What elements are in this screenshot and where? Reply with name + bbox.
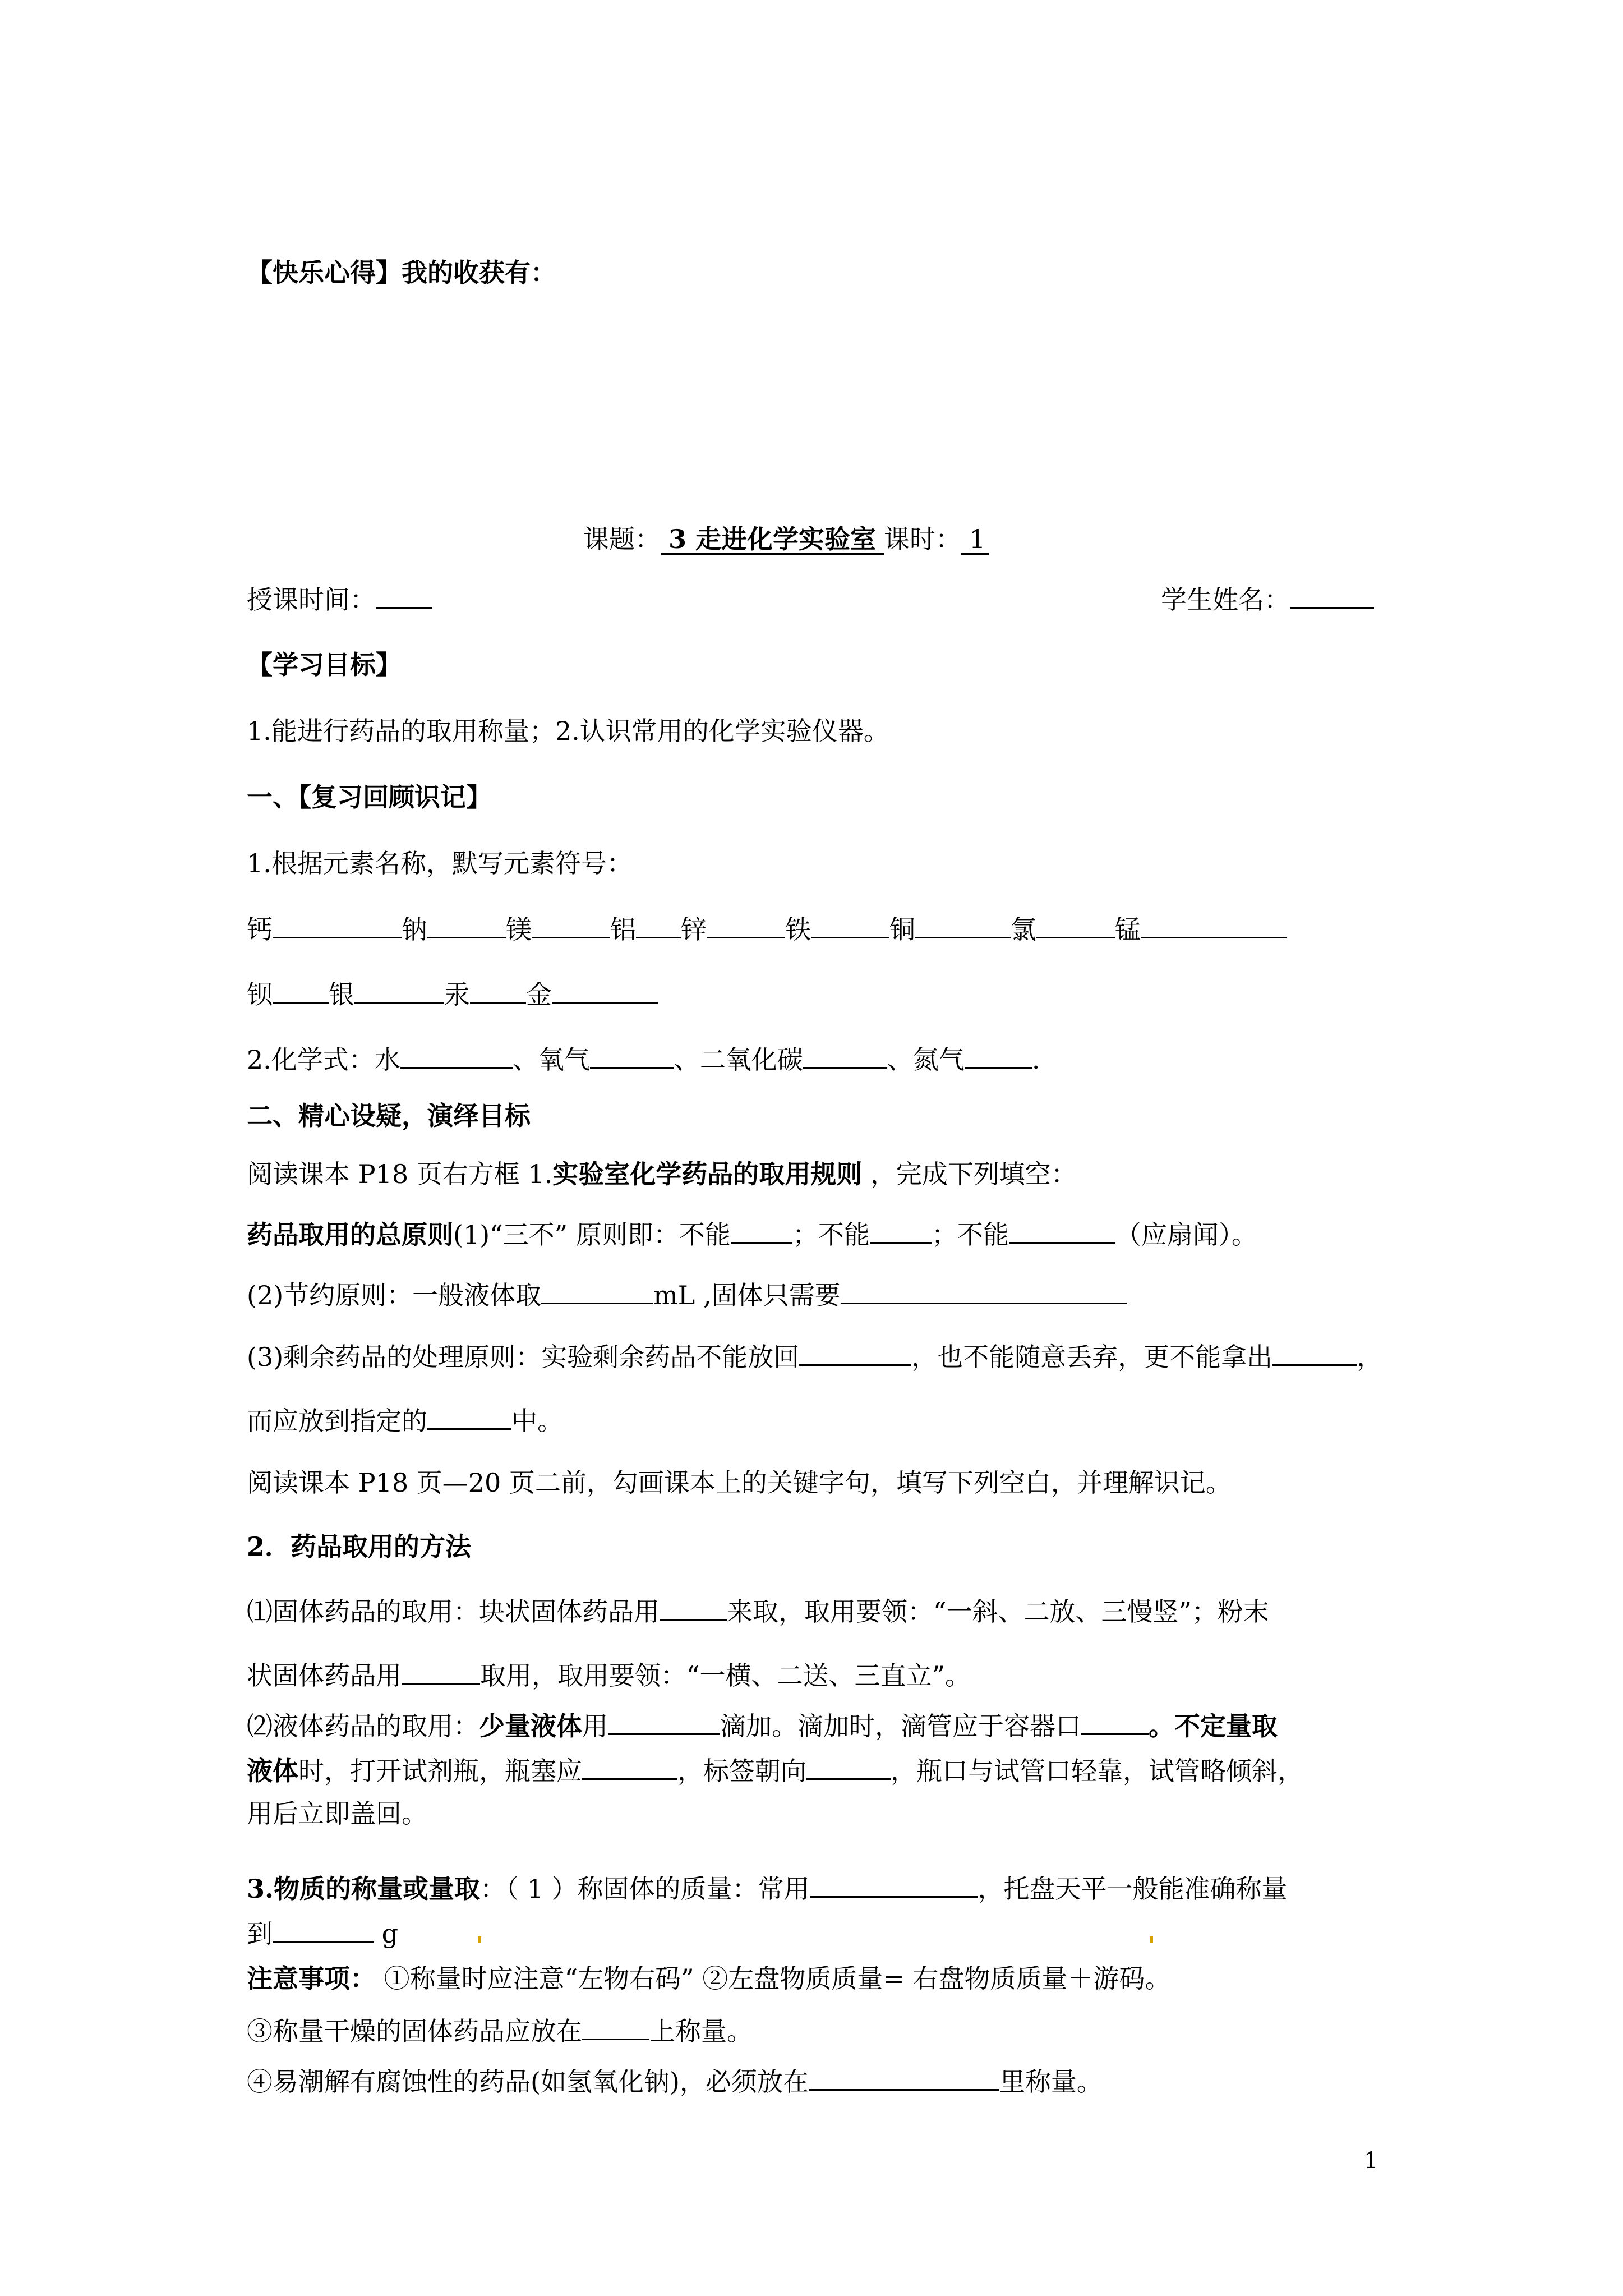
read1-c: ，完成下列填空： — [862, 1159, 1077, 1189]
title-prefix: 课题： — [583, 524, 661, 554]
q2-nitrogen: 、氮气 — [887, 1045, 965, 1075]
title-value: 3 走进化学实验室 — [661, 526, 884, 555]
blank — [400, 1045, 513, 1069]
objective-header: 【学习目标】 — [247, 650, 402, 680]
rule1-a: 药品取用的总原则 — [247, 1220, 453, 1250]
review-header: 一、【复习回顾识记】 — [247, 782, 492, 812]
rule3-d: 而应放到指定的 — [247, 1406, 427, 1436]
q2-co2: 、二氧化碳 — [674, 1045, 803, 1075]
q2-oxygen: 、氧气 — [512, 1045, 590, 1075]
weigh-d: 到 — [247, 1918, 273, 1949]
element-ag: 银 — [329, 979, 354, 1010]
element-ba: 钡 — [247, 979, 273, 1010]
liquid-retrieval-line-3: 用后立即盖回。 — [247, 1798, 427, 1829]
read-instruction-1 — [247, 1161, 1077, 1187]
blank — [582, 1756, 677, 1780]
element-fe: 铁 — [785, 914, 811, 945]
solid-d: 取用，取用要领：“一横、二送、三直立”。 — [480, 1660, 971, 1691]
blank — [608, 1711, 720, 1735]
objective-text: 1.能进行药品的取用称量；2.认识常用的化学实验仪器。 — [247, 716, 889, 746]
blank — [1009, 1220, 1115, 1244]
time-blank — [376, 585, 432, 609]
rule-3-continued — [247, 1406, 563, 1434]
notes-line-3 — [247, 2067, 1103, 2095]
lesson-title — [583, 526, 989, 555]
blank — [636, 914, 681, 938]
notes-a: 注意事项： — [247, 1963, 376, 1994]
time-label: 授课时间： — [247, 585, 376, 615]
rule3-b: ，也不能随意丢弃，更不能拿出 — [911, 1342, 1273, 1372]
blank — [731, 1220, 792, 1244]
elements-row-1 — [247, 914, 1287, 945]
rule1-c: ；不能 — [792, 1220, 870, 1250]
blank — [803, 1045, 887, 1069]
hours-value: 1 — [961, 526, 989, 555]
weigh-b: ：（ 1 ）称固体的质量：常用 — [480, 1874, 810, 1904]
blank — [1036, 914, 1115, 938]
blank — [427, 1406, 511, 1430]
rule3-a: (3)剩余药品的处理原则：实验剩余药品不能放回 — [247, 1342, 800, 1372]
blank — [799, 1342, 911, 1366]
blank — [707, 914, 785, 938]
blank — [582, 2016, 649, 2040]
blank — [841, 1280, 1127, 1304]
liquid-b: 少量液体 — [479, 1711, 582, 1741]
rule-1 — [247, 1220, 1257, 1248]
decorative-dot — [478, 1936, 481, 1943]
read1-a: 阅读课本 P18 页右方框 1. — [247, 1159, 553, 1189]
blank — [870, 1220, 932, 1244]
question-2 — [247, 1045, 1040, 1073]
element-mg: 镁 — [506, 914, 532, 945]
weigh-e: g — [374, 1918, 399, 1949]
blank — [273, 1918, 374, 1943]
blank — [402, 1660, 480, 1685]
blank — [470, 979, 526, 1004]
weigh-line-continued — [247, 1918, 398, 1947]
liquid-d: 滴加。滴加时，滴管应于容器口 — [720, 1711, 1081, 1741]
blank — [590, 1045, 674, 1069]
blank — [1141, 914, 1287, 938]
solid-retrieval-continued — [247, 1660, 971, 1691]
notes-f: 里称量。 — [999, 2067, 1103, 2097]
time-line — [247, 585, 432, 613]
solid-c: 状固体药品用 — [247, 1660, 402, 1691]
notes-line-1 — [247, 1963, 1171, 1994]
element-al: 铝 — [610, 914, 636, 945]
blank — [552, 979, 658, 1004]
element-mn: 锰 — [1115, 914, 1141, 945]
blank — [541, 1280, 653, 1304]
solid-b: 来取，取用要领：“一斜、二放、三慢竖”；粉末 — [727, 1596, 1270, 1627]
blank — [809, 2067, 999, 2091]
liquid-g: 时，打开试剂瓶，瓶塞应 — [298, 1756, 582, 1786]
question-1: 1.根据元素名称，默写元素符号： — [247, 848, 633, 878]
element-au: 金 — [526, 979, 552, 1010]
rule3-c: ， — [1357, 1342, 1383, 1372]
liquid-i: ，瓶口与试管口轻靠，试管略倾斜， — [891, 1756, 1303, 1786]
read1-b: 实验室化学药品的取用规则 — [552, 1159, 863, 1189]
blank — [811, 914, 889, 938]
rule-3 — [247, 1342, 1382, 1370]
blank — [273, 979, 329, 1004]
liquid-retrieval-line-2 — [247, 1756, 1303, 1784]
element-cu: 铜 — [889, 914, 915, 945]
blank — [1081, 1711, 1149, 1735]
blank — [965, 1045, 1032, 1069]
weigh-a: 3.物质的称量或量取 — [247, 1874, 481, 1904]
liquid-c: 用 — [582, 1711, 608, 1741]
element-cl: 氯 — [1011, 914, 1036, 945]
element-zn: 锌 — [681, 914, 707, 945]
happy-heading: 【快乐心得】我的收获有： — [247, 257, 556, 288]
liquid-e: 。不定量取 — [1149, 1711, 1278, 1741]
blank — [427, 914, 506, 938]
name-blank — [1290, 585, 1374, 609]
read-instruction-2: 阅读课本 P18 页—20 页二前，勾画课本上的关键字句，填写下列空白，并理解识记。 — [247, 1467, 1232, 1498]
blank — [915, 914, 1011, 938]
hours-label: 课时： — [884, 524, 962, 554]
rule1-e: （应扇闻）。 — [1115, 1220, 1257, 1250]
section-2-header: 二、精心设疑，演绎目标 — [247, 1101, 531, 1131]
rule3-e: 中。 — [511, 1406, 563, 1436]
blank — [1272, 1342, 1357, 1366]
decorative-dot — [1150, 1936, 1153, 1943]
blank — [532, 914, 610, 938]
rule2-a: (2)节约原则：一般液体取 — [247, 1280, 542, 1310]
notes-line-2 — [247, 2016, 753, 2044]
element-hg: 汞 — [444, 979, 470, 1010]
solid-a: ⑴固体药品的取用：块状固体药品用 — [247, 1596, 660, 1627]
q2-end: . — [1031, 1045, 1040, 1075]
rule-2 — [247, 1280, 1127, 1308]
element-ca: 钙 — [247, 914, 273, 945]
notes-c: ③称量干燥的固体药品应放在 — [247, 2016, 582, 2046]
element-na: 钠 — [402, 914, 427, 945]
liquid-f: 液体 — [247, 1756, 298, 1786]
name-line — [1161, 585, 1374, 613]
notes-d: 上称量。 — [649, 2016, 753, 2046]
blank — [806, 1756, 891, 1780]
blank — [810, 1874, 978, 1898]
rule2-b: mL ,固体只需要 — [653, 1280, 841, 1310]
liquid-a: ⑵液体药品的取用： — [247, 1711, 479, 1741]
notes-b: ①称量时应注意“左物右码” ②左盘物质质量= 右盘物质质量＋游码。 — [376, 1963, 1171, 1994]
blank — [660, 1596, 727, 1621]
blank — [273, 914, 402, 938]
rule1-d: ；不能 — [931, 1220, 1009, 1250]
weigh-c: ，托盘天平一般能准确称量 — [978, 1874, 1288, 1904]
solid-retrieval — [247, 1596, 1269, 1625]
elements-row-2 — [247, 979, 658, 1010]
page-number: 1 — [1364, 2148, 1378, 2174]
blank — [354, 979, 444, 1004]
method-header: 2．药品取用的方法 — [247, 1531, 472, 1562]
liquid-retrieval — [247, 1711, 1278, 1739]
liquid-h: ，标签朝向 — [677, 1756, 806, 1786]
rule1-b: (1)“三不” 原则即：不能 — [453, 1220, 731, 1250]
name-label: 学生姓名： — [1161, 585, 1290, 615]
q2-prefix: 2.化学式：水 — [247, 1045, 400, 1075]
notes-e: ④易潮解有腐蚀性的药品(如氢氧化钠)，必须放在 — [247, 2067, 809, 2097]
weigh-line — [247, 1874, 1288, 1902]
